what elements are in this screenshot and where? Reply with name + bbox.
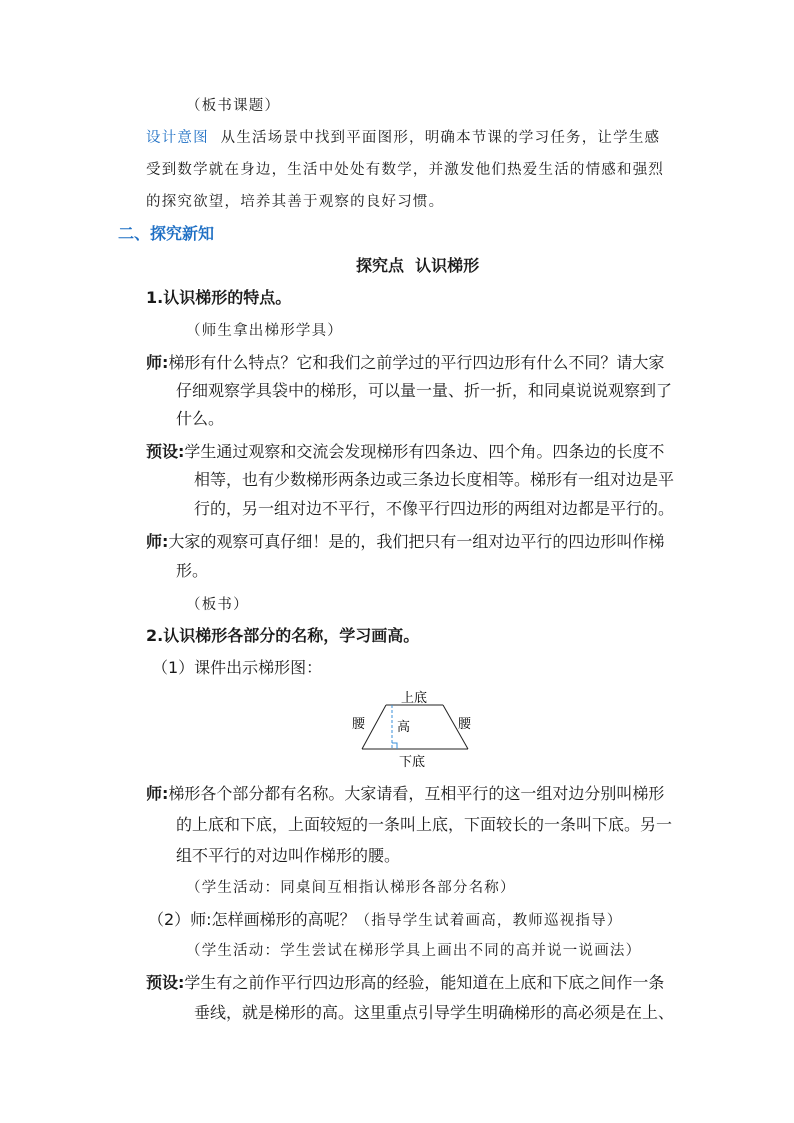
teacher-line-6 — [146, 784, 664, 804]
teacher-text: 梯形有什么特点？它和我们之前学过的平行四边形有什么不同？请大家 — [168, 353, 665, 372]
subsection-2: 2.认识梯形各部分的名称，学习画高。 — [146, 626, 420, 645]
preset-text: 学生通过观察和交流会发现梯形有四条边、四个角。四条边的长度不 — [184, 442, 665, 461]
speaker-preset: 预设: — [146, 442, 185, 461]
step-1-line: （1）课件出示梯形图： — [152, 658, 323, 677]
teacher-line-5: 形。 — [176, 561, 209, 580]
teacher-line-8: 组不平行的对边叫作梯形的腰。 — [176, 846, 401, 865]
preset-line-4 — [146, 973, 664, 993]
step-2-question: 怎样画梯形的高呢？ — [211, 910, 356, 929]
preset-line-1 — [146, 442, 664, 462]
trapezoid-figure — [350, 686, 480, 772]
step-2-line — [148, 910, 623, 931]
design-intent-label: 设计意图 — [146, 130, 209, 146]
speaker-preset: 预设: — [146, 973, 185, 992]
teacher-line-1 — [146, 353, 664, 373]
step-2-label: （2）师: — [148, 910, 212, 929]
label-height: 高 — [397, 720, 411, 735]
step-2-note: （指导学生试着画高，教师巡视指导） — [355, 913, 623, 929]
design-intent-line-2: 受到数学就在身边，生活中处处有数学，并激发他们热爱生活的情感和强烈 — [146, 162, 665, 178]
teacher-line-4 — [146, 532, 664, 552]
label-top-base: 上底 — [400, 691, 428, 706]
label-left-leg: 腰 — [352, 717, 366, 732]
right-angle-mark — [392, 743, 397, 749]
preset-line-5: 垂线，就是梯形的高。这里重点引导学生明确梯形的高必须是在上、 — [194, 1003, 675, 1022]
board-note-2: （板书） — [186, 597, 249, 613]
label-right-leg: 腰 — [458, 717, 472, 732]
design-intent-line-1 — [146, 128, 660, 148]
section-heading: 二、探究新知 — [118, 224, 215, 243]
speaker-teacher: 师: — [146, 353, 169, 372]
trapezoid-left-leg — [362, 705, 386, 749]
board-note-title: （板书课题） — [186, 98, 281, 114]
speaker-teacher: 师: — [146, 532, 169, 551]
preset-text: 学生有之前作平行四边形高的经验，能知道在上底和下底之间作一条 — [184, 973, 665, 992]
design-intent-line-3: 的探究欲望，培养其善于观察的良好习惯。 — [146, 194, 445, 210]
speaker-teacher: 师: — [146, 784, 169, 803]
subsection-1: 1.认识梯形的特点。 — [146, 288, 292, 307]
design-intent-text: 从生活场景中找到平面图形，明确本节课的学习任务，让学生感 — [220, 130, 661, 146]
teacher-line-2: 仔细观察学具袋中的梯形，可以量一量、折一折，和同桌说说观察到了 — [176, 381, 673, 400]
exploration-title: 探究点 认识梯形 — [356, 256, 480, 275]
preset-line-3: 行的，另一组对边不平行，不像平行四边形的两组对边都是平行的。 — [194, 499, 675, 518]
preset-line-2: 相等，也有少数梯形两条边或三条边长度相等。梯形有一组对边是平 — [194, 470, 675, 489]
teacher-text: 梯形各个部分都有名称。大家请看，互相平行的这一组对边分别叫梯形 — [168, 784, 665, 803]
label-bottom-base: 下底 — [398, 755, 426, 770]
activity-note-2: （学生活动：同桌间互相指认梯形各部分名称） — [186, 880, 516, 896]
teacher-line-3: 什么。 — [176, 409, 225, 428]
activity-note-3: （学生活动：学生尝试在梯形学具上画出不同的高并说一说画法） — [186, 943, 642, 959]
activity-note-1: （师生拿出梯形学具） — [186, 323, 343, 339]
teacher-line-7: 的上底和下底，上面较短的一条叫上底，下面较长的一条叫下底。另一 — [176, 815, 673, 834]
teacher-text: 大家的观察可真仔细！是的，我们把只有一组对边平行的四边形叫作梯 — [168, 532, 665, 551]
